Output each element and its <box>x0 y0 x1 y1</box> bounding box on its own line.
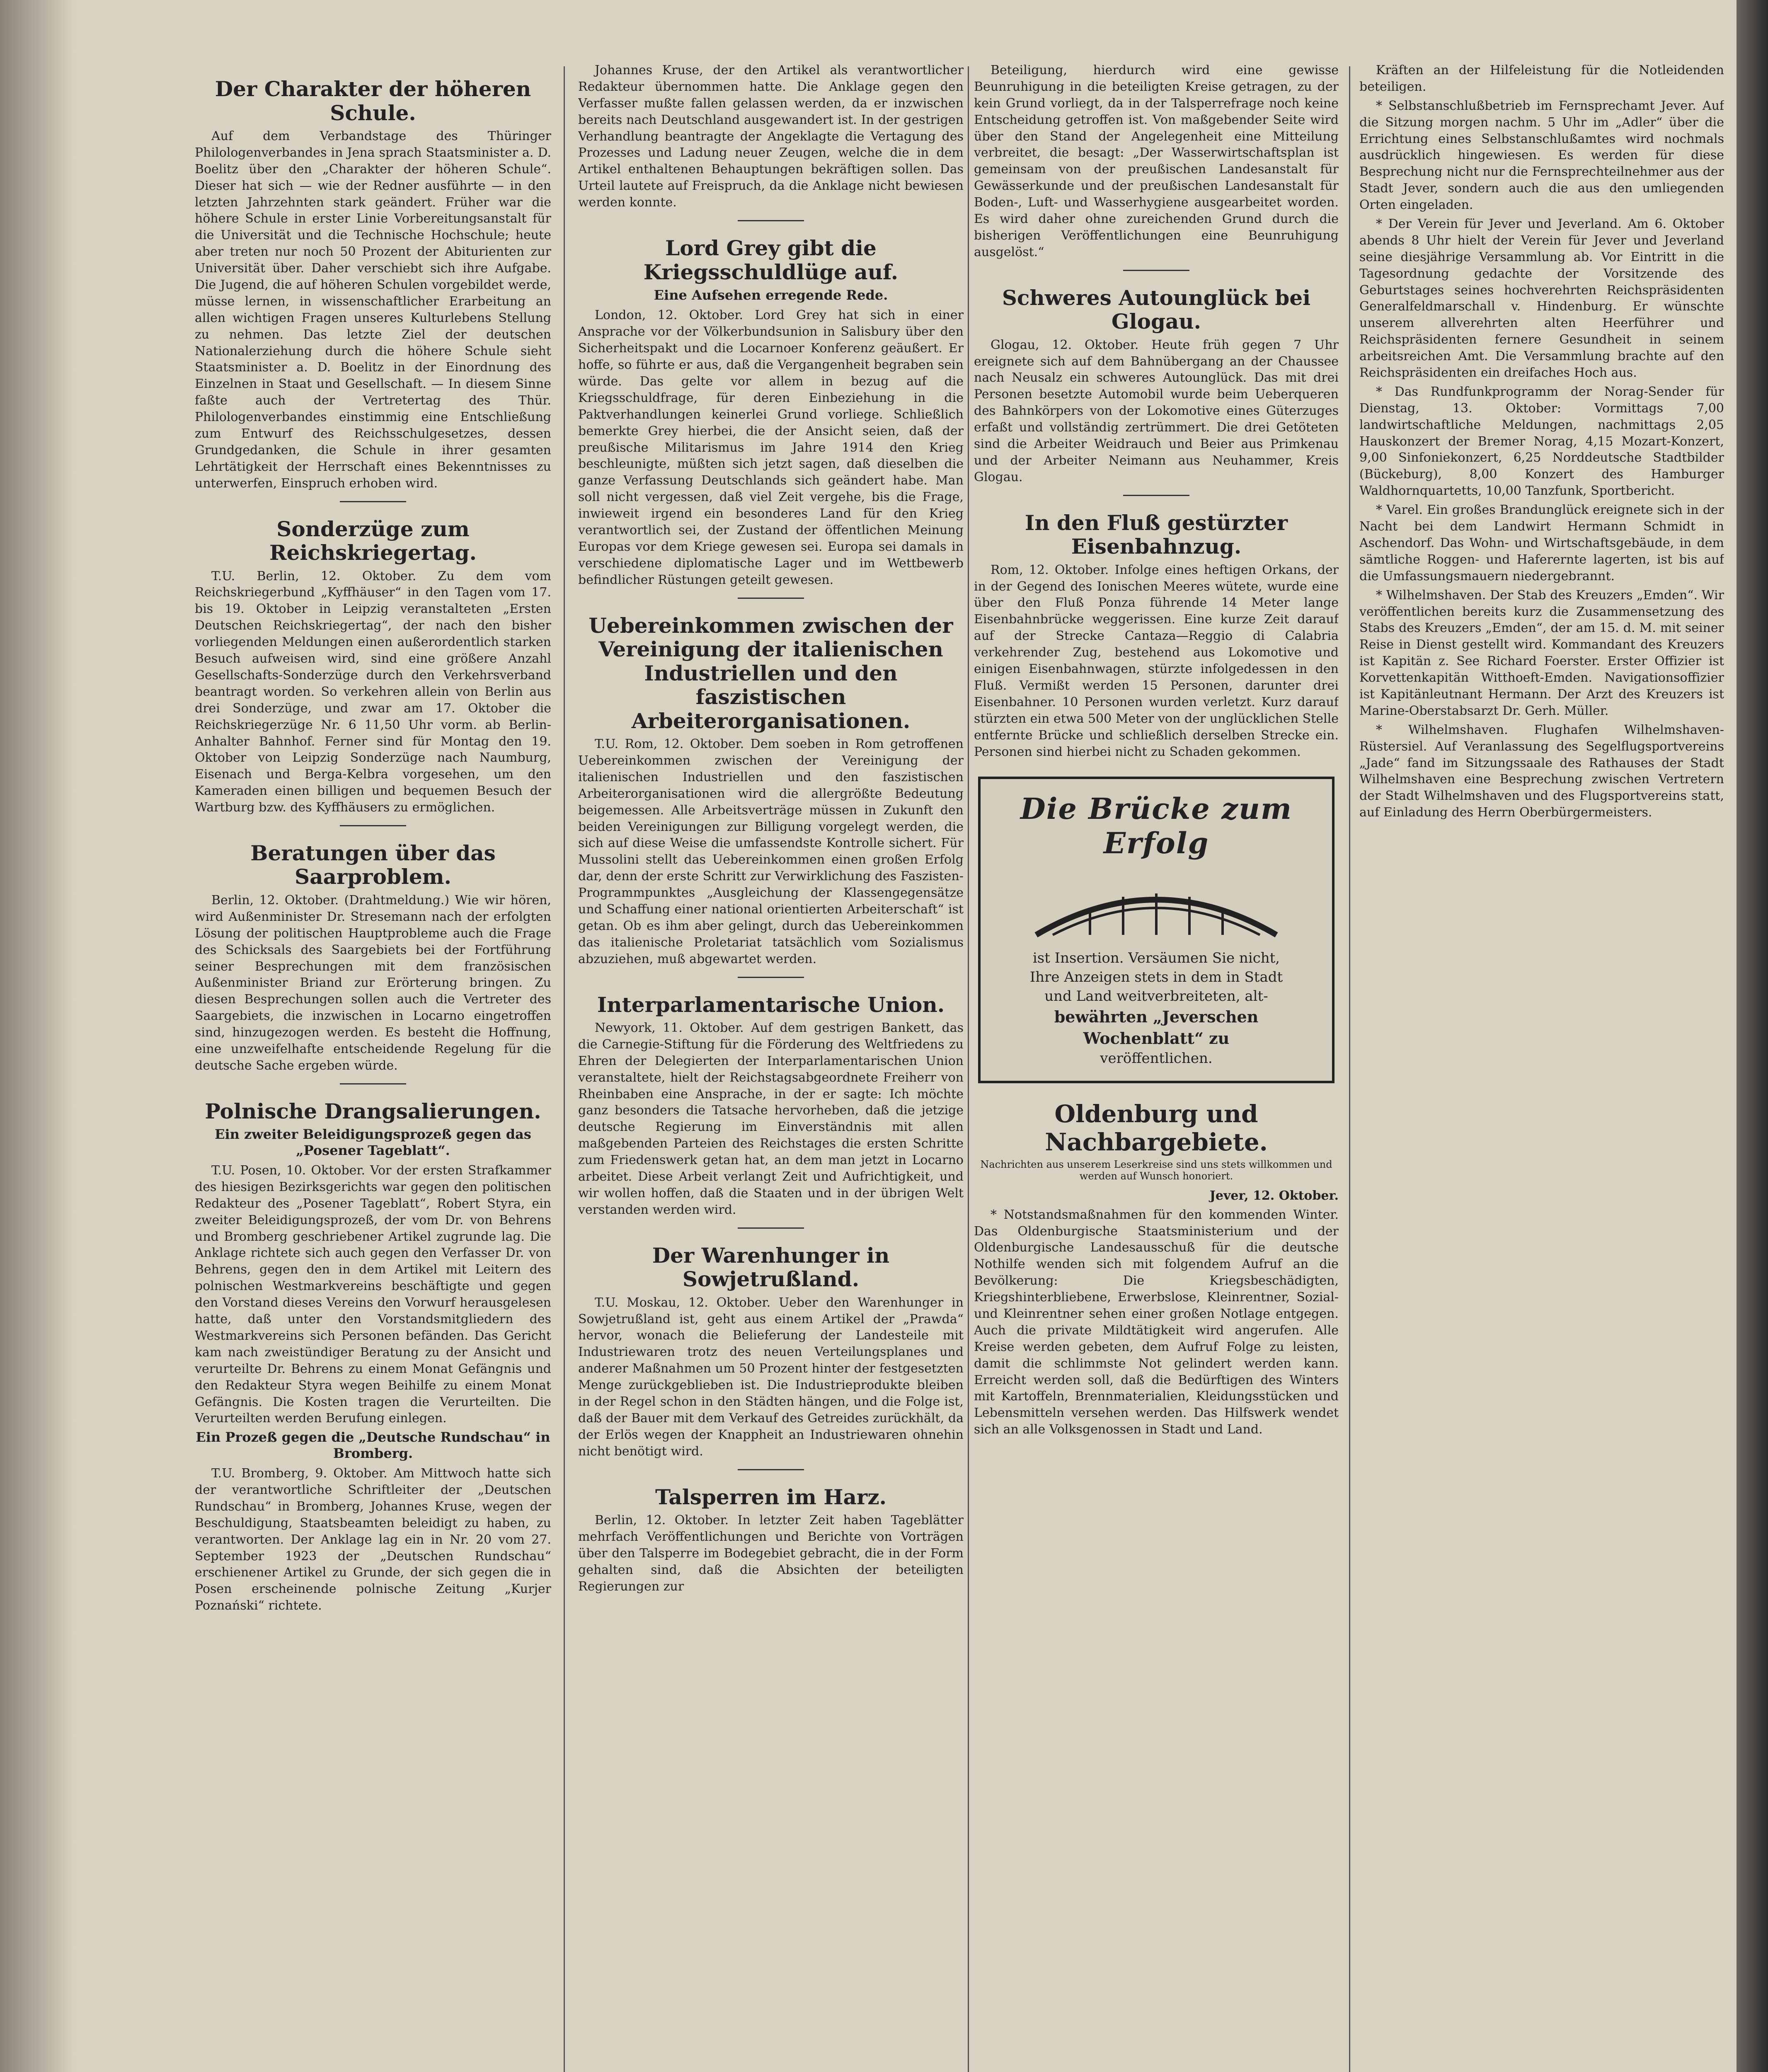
article-separator <box>738 1227 804 1229</box>
article-body: Berlin, 12. Oktober. (Drahtmeldung.) Wie wir hören, wird Außenminister Dr. Stresemann nach der erfolgten Lösung der politischen Hauptprobleme auch die Frage des Schicksals des Saargebiets bei der Fortführung seiner Besprechungen mit dem französischen Außenminister Briand zur Erörterung bringen. Zu diesen Besprechungen sollen auch die Vertreter des Saargebiets, die inzwischen in Locarno eingetroffen sind, hinzugezogen werden. Es besteht die Hoffnung, eine unzweifelhafte entscheidende Regelung für die deutsche Sache ergeben würde. <box>195 893 551 1073</box>
article-headline: Lord Grey gibt die Kriegsschuldlüge auf. <box>643 236 899 284</box>
ad-line: und Land weitverbreiteten, alt- <box>1044 988 1268 1005</box>
section-dateline: Jever, 12. Oktober. <box>1209 1188 1339 1203</box>
article-headline: Sonderzüge zum Reichskriegertag. <box>269 516 477 565</box>
column-4 <box>1359 62 1724 823</box>
article-headline: Der Charakter der höheren Schule. <box>215 77 531 125</box>
article-subheadline: Ein Prozeß gegen die „Deutsche Rundschau“ in Bromberg. <box>196 1429 550 1461</box>
article-body: Rom, 12. Oktober. Infolge eines heftigen Orkans, der in der Gegend des Ionischen Meeres wütete, wurde eine über den Fluß Ponza führende 14 Meter lange Eisenbahnbrücke weggerissen. Eine kurze Zeit darauf auf der Strecke Cantaza—Reggio di Calabria verkehrender Zug, bestehend aus Lokomotive und einigen Eisenbahnwagen, stürzte infolgedessen in den Fluß. Vermißt werden 15 Personen, darunter drei Eisenbahner. 10 Personen wurden verletzt. Kurz darauf stürzten ein etwa 500 Meter von der unglücklichen Stelle entfernte Brücke und schließlich derselben Strecke ein. Personen sind hierbei nicht zu Schaden gekommen. <box>974 562 1339 759</box>
article-body: Newyork, 11. Oktober. Auf dem gestrigen Bankett, das die Carnegie-Stiftung für die Förderung des Weltfriedens zu Ehren der Delegierten der Interparlamentarischen Union veranstaltete, hielt der Reichstagsabgeordnete Freiherr von Rheinbaben eine Ansprache, in der er sagte: Ich möchte ganz besonders die Tatsache hervorheben, daß die jetzige deutsche Regierung im Einverständnis mit allen maßgebenden Parteien des Reichstages die ersten Schritte zum Friedenswerk getan hat, an dem man jetzt in Locarno arbeitet. Diese Arbeit verlangt Zeit und Aufrichtigkeit, und wir wollen hoffen, daß die Staaten und in der übrigen Welt verstanden werden wird. <box>578 1021 964 1217</box>
column-2 <box>578 62 964 1598</box>
article-separator <box>340 501 406 502</box>
article-separator <box>738 1469 804 1470</box>
article-body: * Der Verein für Jever und Jeverland. Am 6. Oktober abends 8 Uhr hielt der Verein für Jever und Jeverland seine diesjährige Versammlung ab. Vor Eintritt in die Tagesordnung gedachte der Vorsitzende des Geburtstages seines hochverehrten Reichspräsidenten Generalfeldmarschall v. Hindenburg. Er wünschte unserem allverehrten alten Heerführer und Reichspräsidenten fernere Gesundheit in seinem arbeitsreichen Amt. Die Versammlung brachte auf den Reichspräsidenten ein dreifaches Hoch aus. <box>1359 217 1724 380</box>
article-body: Beteiligung, hierdurch wird eine gewisse Beunruhigung in die beteiligten Kreise getragen, zu der kein Grund vorliegt, da in der Talsperrefrage noch keine Entscheidung getroffen ist. Von maßgebender Seite wird über den Stand der Angelegenheit eine Mitteilung verbreitet, die besagt: „Der Wasserwirtschaftsplan ist gemeinsam von der preußischen Landesanstalt für Gewässerkunde und der preußischen Landesanstalt für Boden-, Luft- und Wasserhygiene ausgearbeitet worden. Es wird daher ohne zureichenden Grund durch die bisherigen Veröffentlichungen eine Beunruhigung ausgelöst.“ <box>974 63 1339 259</box>
ad-text <box>989 949 1324 1068</box>
column-1 <box>195 62 551 1617</box>
article-body: Berlin, 12. Oktober. In letzter Zeit haben Tageblätter mehrfach Veröffentlichungen und Berichte von Vorträgen über den Talsperre im Bodegebiet gebracht, die in der Form gehalten sind, daß die Absichten der beteiligten Regierungen zur <box>578 1513 964 1594</box>
article-body: * Wilhelmshaven. Der Stab des Kreuzers „Emden“. Wir veröffentlichen bereits kurz die Zusammensetzung des Stabs des Kreuzers „Emden“, der am 15. d. M. mit seiner Reise in Dienst gestellt wird. Kommandant des Kreuzers ist Kapitän z. See Richard Foerster. Erster Offizier ist Korvettenkapitän Witthoeft-Emden. Navigationsoffizier ist Kapitänleutnant Hermann. Der Arzt des Kreuzers ist Marine-Oberstabsarzt Dr. Gerh. Müller. <box>1359 588 1724 718</box>
article-headline: Interparlamentarische Union. <box>597 992 945 1017</box>
article-separator <box>340 825 406 826</box>
article-body: T.U. Bromberg, 9. Oktober. Am Mittwoch hatte sich der verantwortliche Schriftleiter der „Deutschen Rundschau“ in Bromberg, Johannes Kruse, wegen der Beschuldigung, Staatsbeamten beleidigt zu haben, zu verantworten. Der Anklage lag ein in Nr. 20 vom 27. September 1923 der „Deutschen Rundschau“ erschienener Artikel zu Grunde, der sich gegen die in Posen erscheinende polnische Zeitung „Kurjer Poznański“ richtete. <box>195 1466 551 1613</box>
article-body: * Selbstanschlußbetrieb im Fernsprechamt Jever. Auf die Sitzung morgen nachm. 5 Uhr im „Adler“ über die Errichtung eines Selbstanschlußamtes wird nochmals ausdrücklich hingewiesen. Es werden für diese Besprechung nicht nur die Fernsprechteilnehmer aus der Stadt Jever, sondern auch die aus den umliegenden Orten eingeladen. <box>1359 98 1724 213</box>
article-body: Johannes Kruse, der den Artikel als verantwortlicher Redakteur übernommen hatte. Die Anklage gegen den Verfasser mußte fallen gelassen werden, da er inzwischen bereits nach Deutschland ausgewandert ist. In der gestrigen Verhandlung beantragte der Angeklagte die Vertagung des Prozesses und Ladung neuer Zeugen, welche die in dem Artikel enthaltenen Behauptungen bekräftigen sollen. Das Urteil lautete auf Freispruch, da die Anklage nicht bewiesen werden konnte. <box>578 63 964 210</box>
article-headline: In den Fluß gestürzter Eisenbahnzug. <box>1024 510 1288 559</box>
article-separator <box>738 598 804 599</box>
article-body: * Varel. Ein großes Brandunglück ereignete sich in der Nacht bei dem Landwirt Hermann Schmidt in Aschendorf. Das Wohn- und Wirtschaftsgebäude, in dem sämtliche Roggen- und Haferernte lagerten, ist bis auf die Umfassungsmauern niedergebrannt. <box>1359 503 1724 583</box>
article-body: T.U. Berlin, 12. Oktober. Zu dem vom Reichskriegerbund „Kyffhäuser“ in den Tagen vom 17. bis 19. Oktober in Leipzig veranstalteten „Ersten Deutschen Reichskriegertag“, der nach den bisher vorliegenden Meldungen einen außerordentlich starken Besuch aufweisen wird, sind eine größere Anzahl Gesellschafts-Sonderzüge durch den Verkehrsverband beantragt worden. So verkehren allein von Berlin aus drei Sonderzüge, und zwar am 17. Oktober die Reichskriegerzüge Nr. 6 11,50 Uhr vorm. ab Berlin-Anhalter Bahnhof. Ferner sind für Montag den 19. Oktober von Leipzig Sonderzüge nach Naumburg, Eisenach und Berga-Kelbra vorgesehen, um den Kameraden einen billigen und bequemen Besuch der Wartburg bzw. des Kyffhäusers zu ermöglichen. <box>195 569 551 815</box>
article-headline: Polnische Drangsalierungen. <box>205 1099 541 1123</box>
article-body: * Notstandsmaßnahmen für den kommenden Winter. Das Oldenburgische Staatsministerium und der Oldenburgische Landesausschuß für die deutsche Nothilfe wenden sich mit folgendem Aufruf an die Bevölkerung: Die Kriegsbeschädigten, Kriegshinterbliebene, Erwerbslose, Kleinrentner, Sozial- und Kleinrentner sehen einer großen Notlage entgegen. Auch die private Mildtätigkeit wird angerufen. Alle Kreise werden gebeten, dem Aufruf Folge zu leisten, damit die schlimmste Not gelindert werden kann. Erreicht werden soll, daß die Bedürftigen des Winters mit Kartoffeln, Brennmaterialien, Kleidungsstücken und Lebensmitteln versehen werden. Das Hilfswerk wendet sich an alle Volksgenossen in Stadt und Land. <box>974 1207 1339 1437</box>
article-body: London, 12. Oktober. Lord Grey hat sich in einer Ansprache vor der Völkerbundsunion in Salisbury über den Sicherheitspakt und die Locarnoer Konferenz geäußert. Er hoffe, so führte er aus, daß die Vergangenheit begraben sein würde. Das gelte vor allem in bezug auf die Kriegsschuldfrage, für deren Einbeziehung in die Paktverhandlungen keinerlei Grund vorliege. Schließlich bemerkte Grey hierbei, die der Ansicht seien, daß der preußische Militarismus im Jahre 1914 den Krieg beschleunigte, müßten sich jetzt sagen, daß dieselben die ganze Verfassung Deutschlands sich geändert habe. Man soll nicht vergessen, daß viel Zeit vergehe, bis die Frage, inwieweit irgend ein besonderes Land für den Krieg verantwortlich sei, der Zustand der öffentlichen Meinung Europas vor dem Kriege gewesen sei. Europa sei damals in verschiedene diplomatische Lager und im Wettbewerb befindlicher Rüstungen geteilt gewesen. <box>578 308 964 587</box>
page-gutter-shadow <box>0 0 75 2072</box>
article-headline: Der Warenhunger in Sowjetrußland. <box>652 1243 890 1292</box>
article-headline: Uebereinkommen zwischen der Vereinigung der italienischen Industriellen und den faszistischen Arbeiterorganisationen. <box>589 613 953 733</box>
article-body: * Wilhelmshaven. Flughafen Wilhelmshaven-Rüstersiel. Auf Veranlassung des Segelflugsportvereins „Jade“ fand im Sitzungssaale des Rathauses der Stadt Wilhelmshaven eine Besprechung zwischen Vertretern der Stadt Wilhelmshaven und des Flugsportvereins statt, auf Einladung des Herrn Oberbürgermeisters. <box>1359 722 1724 820</box>
article-separator <box>1123 270 1189 271</box>
column-3 <box>974 62 1339 1440</box>
ad-headline: Die Brücke zum Erfolg <box>1020 792 1292 861</box>
article-separator <box>340 1083 406 1084</box>
article-subheadline: Ein zweiter Beleidigungsprozeß gegen das „Posener Tageblatt“. <box>215 1126 531 1158</box>
column-rule <box>968 66 969 2072</box>
ad-line: bewährten „Jeverschen <box>1054 1007 1259 1026</box>
article-separator <box>738 220 804 221</box>
ad-line: veröffentlichen. <box>1100 1050 1213 1067</box>
advertisement-box <box>978 777 1334 1083</box>
article-body: * Das Rundfunkprogramm der Norag-Sender für Dienstag, 13. Oktober: Vormittags 7,00 landwirtschaftliche Meldungen, nachmittags 2,05 Hauskonzert der Bremer Norag, 4,15 Mozart-Konzert, 9,00 Sinfoniekonzert, 6,25 Norddeutsche Stadtbilder (Bückeburg), 8,00 Konzert des Hamburger Waldhornquartetts, 10,00 Tanzfunk, Sportbericht. <box>1359 384 1724 499</box>
article-body: T.U. Rom, 12. Oktober. Dem soeben in Rom getroffenen Uebereinkommen zwischen der Vereinigung der italienischen Industriellen und den faszistischen Arbeiterorganisationen wird die allergrößte Bedeutung beigemessen. Alle Arbeitsverträge müssen in Zukunft den beiden Vereinigungen zur Billigung vorgelegt werden, die sich auf diese Weise die umfassendste Kontrolle sichert. Für Mussolini stellt das Uebereinkommen einen großen Erfolg dar, denn der erste Schritt zur Verwirklichung des Faszisten-Programmpunktes „Ausgleichung der Klassengegensätze und Schaffung einer national orientierten Arbeiterschaft“ ist getan. Ob es ihm aber gelingt, durch das Uebereinkommen das italienische Proletariat tatsächlich vom Sozialismus abzuziehen, muß abgewartet werden. <box>578 737 964 966</box>
column-rule <box>1349 66 1350 2072</box>
article-headline: Talsperren im Harz. <box>655 1484 887 1509</box>
article-separator <box>738 977 804 978</box>
article-body: T.U. Posen, 10. Oktober. Vor der ersten Strafkammer des hiesigen Bezirksgerichts war gegen den politischen Redakteur des „Posener Tageblatt“, Robert Styra, ein zweiter Beleidigungsprozeß, der vom Dr. von Behrens und Bromberg geschriebener Artikel zugrunde lag. Die Anklage richtete sich auch gegen den Verfasser Dr. von Behrens, gegen den in dem Artikel mit Leitern des polnischen Westmarkvereins beschäftigte und gegen den Vorstand dieses Vereins den Vorwurf herausgelesen hatte, daß unter den Vorstandsmitgliedern des Westmarkvereins sich Personen befänden. Das Gericht kam nach zweistündiger Beratung zu der Ansicht und verurteilte Dr. Behrens zu einem Monat Gefängnis und den Redakteur Styra wegen Beihilfe zu einem Monat Gefängnis. Die Kosten tragen die Verurteilten. Die Verurteilten werden Berufung einlegen. <box>195 1163 551 1426</box>
article-headline: Beratungen über das Saarproblem. <box>250 840 496 889</box>
ad-line: Wochenblatt“ zu <box>1083 1029 1230 1048</box>
article-subheadline: Eine Aufsehen erregende Rede. <box>654 287 888 303</box>
article-body: Auf dem Verbandstage des Thüringer Philologenverbandes in Jena sprach Staatsminister a. D. Boelitz über den „Charakter der höheren Schule“. Dieser hat sich — wie der Redner ausführte — in den letzten Jahrzehnten stark geändert. Früher war die höhere Schule in erster Linie Vorbereitungsanstalt für die Universität und die Technische Hochschule; heute aber treten nur noch 50 Prozent der Abiturienten zur Universität über. Daher verschiebt sich ihre Aufgabe. Die Jugend, die auf höheren Schulen vorgebildet werde, müsse lernen, in wissenschaftlicher Erarbeitung an allen wichtigen Fragen unseres Kulturlebens Stellung zu nehmen. Das letzte Ziel der deutschen Nationalerziehung durch die höhere Schule sieht Staatsminister a. D. Boelitz in der Einordnung des Einzelnen in Staat und Gesellschaft. — In diesem Sinne faßte auch der Vertretertag des Thür. Philologenverbandes einstimmig eine Entschließung zum Entwurf des Reichsschulgesetzes, dessen Grundgedanken, die Schule in ihrer gesamten Lehrtätigkeit der Herrschaft eines Bekenntnisses zu unterwerfen, Einspruch erhoben wird. <box>195 129 551 491</box>
article-separator <box>1123 495 1189 496</box>
article-body: Glogau, 12. Oktober. Heute früh gegen 7 Uhr ereignete sich auf dem Bahnübergang an der Chaussee nach Neusalz ein schweres Autounglück. Das mit drei Personen besetzte Automobil wurde beim Ueberqueren des Bahnkörpers von der Lokomotive eines Güterzuges erfaßt und vollständig zertrümmert. Die drei Getöteten sind die Arbeiter Weidrauch und Beier aus Primkenau und der Arbeiter Neimann aus Neuhammer, Kreis Glogau. <box>974 337 1339 484</box>
ad-line: Ihre Anzeigen stets in dem in Stadt <box>1029 969 1283 986</box>
ad-line: ist Insertion. Versäumen Sie nicht, <box>1032 950 1280 967</box>
article-body: T.U. Moskau, 12. Oktober. Ueber den Warenhunger in Sowjetrußland ist, geht aus einem Artikel der „Prawda“ hervor, wonach die Belieferung der Landesteile mit Industriewaren trotz des neuen Verteilungsplanes und anderer Maßnahmen um 50 Prozent hinter der festgesetzten Menge zurückgeblieben ist. Die Industrieprodukte bleiben in der Regel schon in den Städten hängen, und die Folge ist, daß der Bauer mit dem Verkauf des Getreides zurückhält, da der Erlös wegen der Knappheit an Industriewaren ohnehin nicht benötigt wird. <box>578 1295 964 1459</box>
bridge-illustration-icon <box>1028 869 1285 939</box>
article-headline: Schweres Autounglück bei Glogau. <box>1002 285 1311 334</box>
article-body: Kräften an der Hilfeleistung für die Notleidenden beteiligen. <box>1359 63 1724 94</box>
column-rule <box>564 66 565 2072</box>
section-subheadline: Nachrichten aus unserem Leserkreise sind uns stets willkommen und werden auf Wunsch honoriert. <box>980 1158 1332 1182</box>
section-headline: Oldenburg und Nachbargebiete. <box>1045 1099 1268 1156</box>
